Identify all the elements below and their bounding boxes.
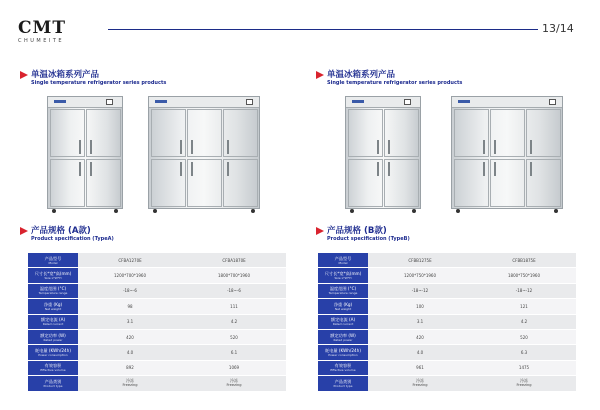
table-cell bbox=[78, 376, 182, 391]
row-label: 温度范围 (°C) bbox=[329, 286, 357, 292]
table-cell: 100 bbox=[368, 299, 472, 314]
brand-logo bbox=[18, 20, 98, 44]
table-row bbox=[28, 314, 286, 329]
cell-en: Freezing bbox=[516, 383, 532, 388]
row-label-en: Power consumption bbox=[38, 353, 68, 358]
row-label-en: Rated current bbox=[42, 322, 64, 327]
table-cell: CFBA1270E bbox=[78, 253, 182, 268]
row-label-en: Effective volume bbox=[330, 368, 356, 373]
table-cell: 1200*700*1960 bbox=[78, 268, 182, 283]
table-row bbox=[318, 299, 576, 314]
row-label: 产品类别 bbox=[44, 378, 62, 384]
table-cell: 1200*750*1960 bbox=[368, 268, 472, 283]
table-cell: 4.2 bbox=[182, 314, 286, 329]
row-label: 额定电流 (A) bbox=[330, 317, 356, 323]
row-label-en: Temperature range bbox=[38, 291, 68, 296]
table-cell: -18~-6 bbox=[78, 283, 182, 298]
cell-en: Freezing bbox=[122, 383, 138, 388]
table-row bbox=[28, 329, 286, 344]
row-label-en: Model bbox=[48, 260, 58, 265]
table-cell: 892 bbox=[78, 360, 182, 375]
table-row bbox=[28, 376, 286, 391]
row-label: 耗电量 (KWh/24h) bbox=[35, 348, 71, 354]
table-row bbox=[28, 268, 286, 283]
cell-cn: 冷冻 bbox=[230, 378, 238, 384]
row-label-en: Effective volume bbox=[40, 368, 66, 373]
row-label: 尺寸长*宽*高(mm) bbox=[34, 271, 72, 277]
table-cell: 6.1 bbox=[182, 345, 286, 360]
left-fridge-4door-image bbox=[47, 96, 123, 209]
row-label: 额定功率 (W) bbox=[330, 332, 356, 338]
right-spec-title: 产品规格 (B款) bbox=[327, 226, 387, 236]
cell-en: Freezing bbox=[226, 383, 242, 388]
table-row bbox=[28, 299, 286, 314]
red-marker-icon bbox=[20, 71, 28, 79]
table-cell: 1069 bbox=[182, 360, 286, 375]
table-row bbox=[318, 268, 576, 283]
row-label-en: Product type bbox=[43, 383, 63, 388]
row-label: 尺寸长*宽*高(mm) bbox=[324, 271, 362, 277]
right-fridge-6door-image bbox=[451, 96, 563, 209]
row-label: 有效容积 bbox=[334, 363, 352, 369]
row-label-en: Rated power bbox=[333, 337, 353, 342]
row-label-en: Size L*W*H bbox=[44, 276, 62, 281]
table-cell: 961 bbox=[368, 360, 472, 375]
table-row bbox=[318, 376, 576, 391]
table-row bbox=[28, 253, 286, 268]
brand-name: CMT bbox=[18, 18, 66, 38]
table-row bbox=[318, 345, 576, 360]
row-label-en: Product type bbox=[333, 383, 353, 388]
table-cell: 4.2 bbox=[472, 314, 576, 329]
row-label-en: Net weight bbox=[44, 306, 62, 311]
row-label-en: Rated current bbox=[332, 322, 354, 327]
right-spec-subtitle: Product specification (TypeB) bbox=[327, 236, 410, 242]
right-spec-table bbox=[318, 253, 576, 392]
red-marker-icon bbox=[20, 227, 28, 235]
table-cell: 420 bbox=[368, 329, 472, 344]
table-cell: 121 bbox=[472, 299, 576, 314]
table-cell: 1800*750*1960 bbox=[472, 268, 576, 283]
table-row bbox=[318, 314, 576, 329]
table-row bbox=[318, 253, 576, 268]
right-fridge-4door-image bbox=[345, 96, 421, 209]
left-spec-subtitle: Product specification (TypeA) bbox=[31, 236, 114, 242]
row-label: 额定功率 (W) bbox=[40, 332, 66, 338]
table-cell: 520 bbox=[472, 329, 576, 344]
table-cell: 4.0 bbox=[368, 345, 472, 360]
row-label-en: Model bbox=[338, 260, 348, 265]
table-cell: 3.1 bbox=[368, 314, 472, 329]
table-cell: CFBB1275E bbox=[368, 253, 472, 268]
cell-cn: 冷冻 bbox=[520, 378, 528, 384]
row-label: 产品型号 bbox=[334, 255, 352, 261]
right-products-title: 单温冰箱系列产品 bbox=[327, 70, 396, 80]
red-marker-icon bbox=[316, 71, 324, 79]
right-products-subtitle: Single temperature refrigerator series products bbox=[327, 80, 463, 86]
table-row bbox=[318, 283, 576, 298]
left-products-subtitle: Single temperature refrigerator series products bbox=[31, 80, 167, 86]
header-divider bbox=[108, 29, 538, 30]
table-cell: 6.3 bbox=[472, 345, 576, 360]
row-label: 净重 (Kg) bbox=[333, 301, 353, 307]
left-spec-heading bbox=[20, 226, 114, 243]
table-cell: -18~-6 bbox=[182, 283, 286, 298]
right-products-heading bbox=[316, 70, 462, 87]
table-row bbox=[318, 329, 576, 344]
brand-subname: CHUMEITE bbox=[18, 38, 65, 44]
table-cell: 420 bbox=[78, 329, 182, 344]
row-label: 有效容积 bbox=[44, 363, 62, 369]
cell-cn: 冷冻 bbox=[126, 378, 134, 384]
cell-en: Freezing bbox=[412, 383, 428, 388]
row-label-en: Rated power bbox=[43, 337, 63, 342]
row-label-en: Size L*W*H bbox=[334, 276, 352, 281]
row-label: 产品型号 bbox=[44, 255, 62, 261]
table-cell: 98 bbox=[78, 299, 182, 314]
cell-cn: 冷冻 bbox=[416, 378, 424, 384]
left-products-heading bbox=[20, 70, 166, 87]
table-cell: 3.1 bbox=[78, 314, 182, 329]
row-label: 净重 (Kg) bbox=[43, 301, 63, 307]
table-cell: CFBB1875E bbox=[472, 253, 576, 268]
table-cell: 4.0 bbox=[78, 345, 182, 360]
row-label: 产品类别 bbox=[334, 378, 352, 384]
row-label: 耗电量 (KWh/24h) bbox=[325, 348, 361, 354]
table-cell bbox=[472, 376, 576, 391]
left-spec-table bbox=[28, 253, 286, 392]
row-label-en: Net weight bbox=[334, 306, 352, 311]
right-spec-heading bbox=[316, 226, 410, 243]
row-label-en: Power consumption bbox=[328, 353, 358, 358]
table-row bbox=[28, 360, 286, 375]
page-number: 13/14 bbox=[542, 22, 574, 35]
red-marker-icon bbox=[316, 227, 324, 235]
row-label: 温度范围 (°C) bbox=[39, 286, 67, 292]
table-cell: CFBA1870E bbox=[182, 253, 286, 268]
table-cell: 111 bbox=[182, 299, 286, 314]
row-label: 额定电流 (A) bbox=[40, 317, 66, 323]
table-cell: -18~-12 bbox=[368, 283, 472, 298]
table-cell: 520 bbox=[182, 329, 286, 344]
table-row bbox=[28, 345, 286, 360]
table-cell bbox=[182, 376, 286, 391]
table-cell: -18~-12 bbox=[472, 283, 576, 298]
table-row bbox=[28, 283, 286, 298]
table-cell: 1800*700*1960 bbox=[182, 268, 286, 283]
left-spec-title: 产品规格 (A款) bbox=[31, 226, 91, 236]
left-products-title: 单温冰箱系列产品 bbox=[31, 70, 100, 80]
table-row bbox=[318, 360, 576, 375]
left-fridge-6door-image bbox=[148, 96, 260, 209]
table-cell bbox=[368, 376, 472, 391]
table-cell: 1475 bbox=[472, 360, 576, 375]
row-label-en: Temperature range bbox=[328, 291, 358, 296]
